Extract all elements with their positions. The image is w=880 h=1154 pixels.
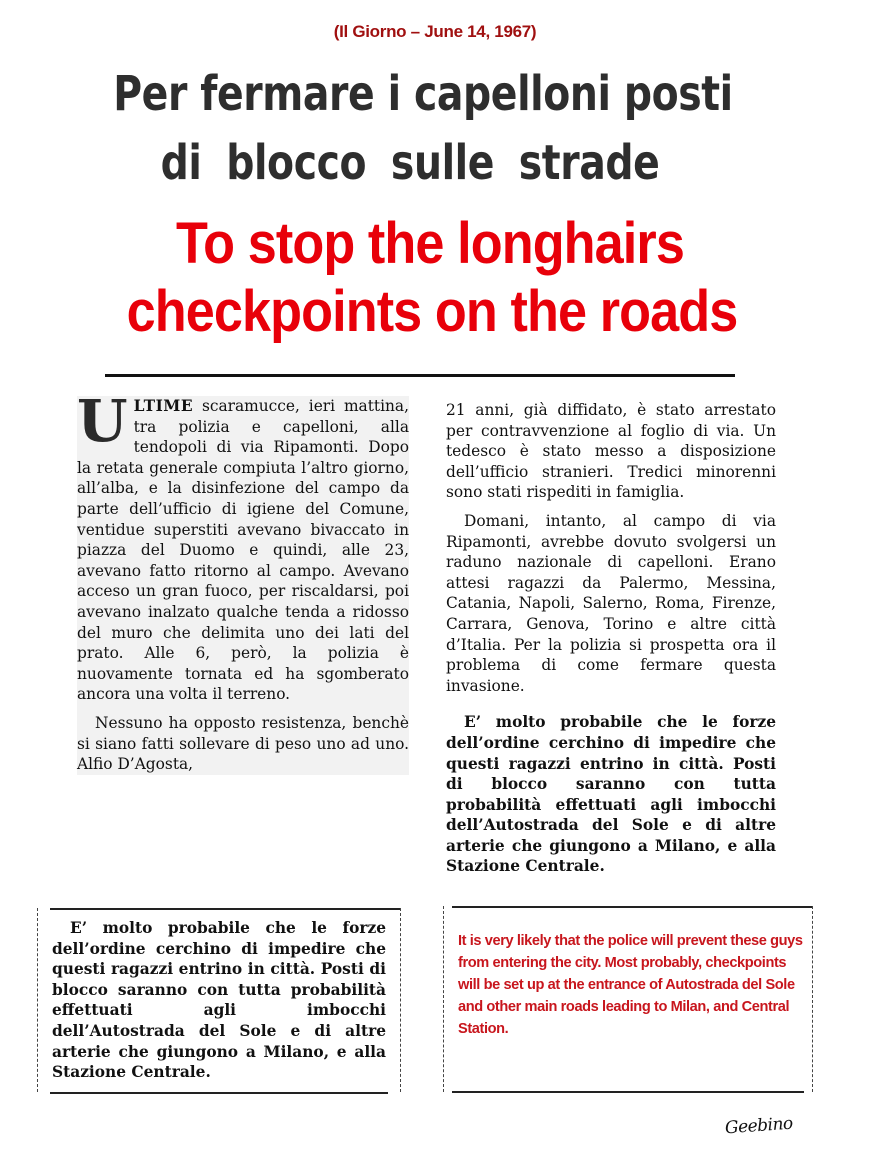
article-paragraph bbox=[77, 387, 409, 705]
box-border-bottom bbox=[452, 1091, 804, 1093]
article-paragraph: E’ molto probabile che le forze dell’ordine cerchino di impedire che questi ragazzi entrino in città. Posti di blocco saranno con tutta probabilità effettuati agli imbocchi dell’Autostrada del Sole e di altre arterie che giungono a Milano, e alla Stazione Centrale. bbox=[446, 713, 776, 876]
italian-headline-line-1: Per fermare i capelloni posti bbox=[113, 66, 733, 122]
excerpt-text-wrapper bbox=[52, 918, 386, 1083]
english-headline-line-2: checkpoints on the roads bbox=[126, 279, 738, 344]
translation-text: It is very likely that the police will prevent these guys from entering the city. Most probably, checkpoints will be set up at the entrance of Autostrada del Sole and other main roads leading to Milan, and Central Station. bbox=[458, 933, 803, 1037]
english-headline-line-1: To stop the longhairs bbox=[176, 211, 684, 276]
article-paragraph: Domani, intanto, al campo di via Ripamonti, avrebbe dovuto svolgersi un raduno nazionale di capelloni. Erano attesi ragazzi da Palermo, Messina, Catania, Napoli, Salerno, Roma, Firenze, Carrara, Genova, Torino e altre città d’Italia. Per la polizia si prospetta ora il problema di come fermare questa invasione. bbox=[446, 511, 776, 695]
article-paragraph: 21 anni, già diffidato, è stato arrestato per contravvenzione al foglio di via. Un tedesco è stato messo a disposizione dell’ufficio stranieri. Tredici minorenni sono stati rispediti in famiglia. bbox=[446, 401, 776, 502]
paragraph-text: scaramucce, ieri mattina, tra polizia e capelloni, alla tendopoli di via Ripamonti. Dopo la retata generale compiuta l’altro giorno, all’alba, e la disinfezione del campo da parte dell’ufficio di igiene del Comune, ventidue superstiti avevano bivaccato in piazza del Duomo e quindi, alle 23, avevano fatto ritorno al campo. Avevano acceso un gran fuoco, per riscaldarsi, poi avevano inalzato qualche tenda a ridosso del muro che delimita uno dei lati del prato. Alle 6, però, la polizia è nuovamente tornata ed ha sgomberato ancora una volta il terreno. bbox=[77, 397, 409, 704]
headline-rule bbox=[105, 374, 735, 377]
article-column-right bbox=[446, 400, 776, 877]
italian-headline-line-2: di blocco sulle strade bbox=[160, 135, 660, 191]
article-column-left bbox=[77, 387, 409, 775]
drop-cap: U bbox=[77, 387, 128, 455]
excerpt-text: E’ molto probabile che le forze dell’ordine cerchino di impedire che questi ragazzi entrino in città. Posti di blocco saranno con tutta probabilità effettuati agli imbocchi dell’Autostrada del Sole e di altre arterie che giungono a Milano, e alla Stazione Centrale. bbox=[52, 919, 386, 1082]
article-paragraph: Nessuno ha opposto resistenza, benchè si siano fatti sollevare di peso uno ad uno. Alfio D’Agosta, bbox=[77, 713, 409, 774]
source-caption: (Il Giorno – June 14, 1967) bbox=[333, 22, 537, 41]
lead-word: LTIME bbox=[133, 397, 194, 415]
excerpt-box bbox=[37, 908, 401, 1092]
translation-box bbox=[443, 906, 813, 1092]
box-border-bottom bbox=[50, 1092, 388, 1094]
box-border-top bbox=[50, 908, 400, 910]
signature: Geebino bbox=[724, 1113, 794, 1139]
box-border-top bbox=[452, 906, 812, 908]
